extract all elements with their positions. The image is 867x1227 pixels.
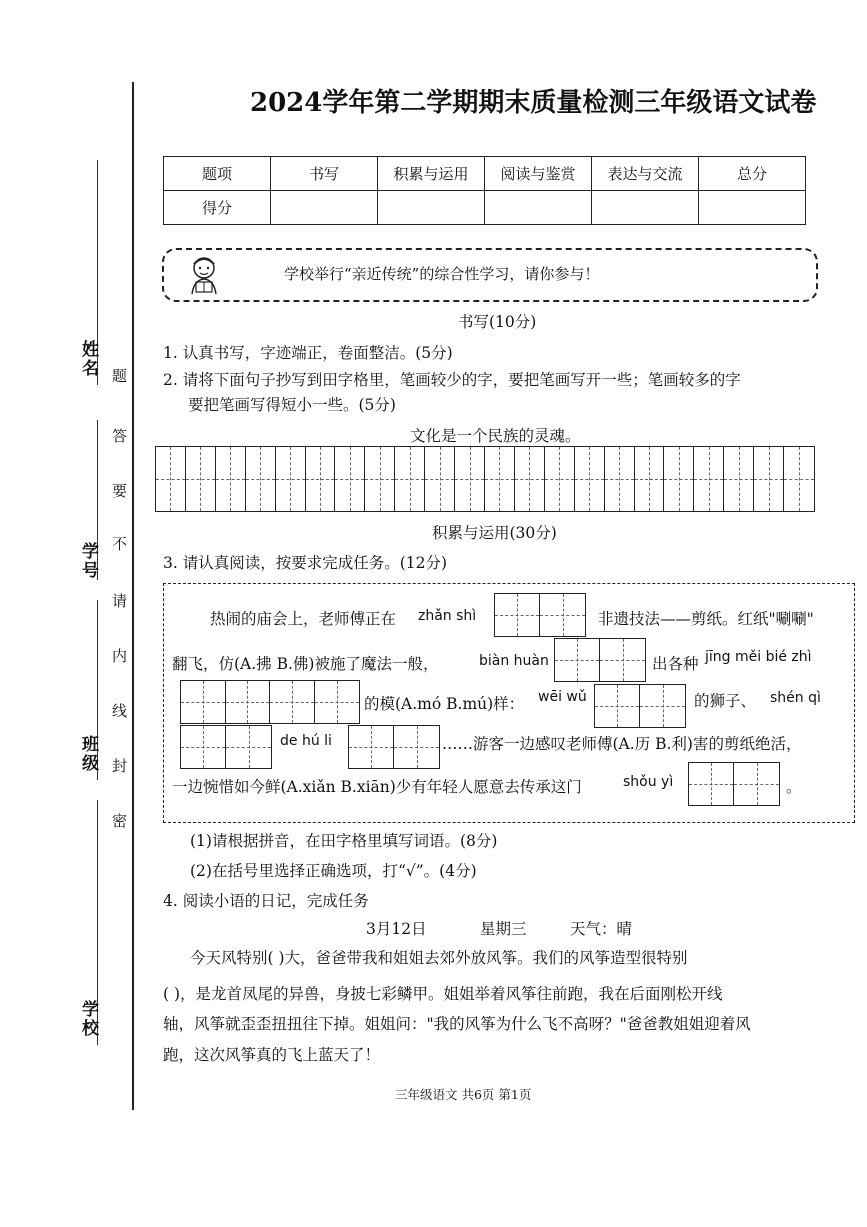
grid-cell[interactable]: [605, 447, 635, 511]
grid-cell[interactable]: [600, 639, 645, 681]
pinyin: biàn huàn: [479, 653, 549, 669]
pinyin: shǒu yì: [623, 774, 674, 790]
table-row: [164, 191, 806, 225]
grid-cell[interactable]: [276, 447, 306, 511]
page-footer: 三年级语文 共6页 第1页: [395, 1087, 532, 1102]
grid-cell[interactable]: [485, 447, 515, 511]
page-title: 2024学年第二学期期末质量检测三年级语文试卷: [250, 88, 817, 118]
table-row: [164, 157, 806, 191]
grid-cell[interactable]: [395, 447, 425, 511]
pinyin: wēi wǔ: [538, 689, 587, 705]
section-heading: 积累与运用(30分): [432, 524, 557, 542]
answer-grid[interactable]: [180, 680, 360, 724]
sub-question-2: (2)在括号里选择正确选项，打“√”。(4分): [190, 862, 477, 880]
banner-text: 学校举行“亲近传统”的综合性学习，请你参与！: [284, 265, 600, 283]
grid-cell[interactable]: [495, 594, 540, 636]
grid-cell[interactable]: [306, 447, 336, 511]
question-2-line1: 2. 请将下面句子抄写到田字格里，笔画较少的字，要把笔画写开一些；笔画较多的字: [163, 371, 741, 389]
passage-text: 。: [786, 778, 802, 796]
question-4: 4. 阅读小语的日记，完成任务: [163, 892, 369, 910]
seal-char: 请: [112, 592, 128, 610]
grid-cell[interactable]: [640, 685, 685, 727]
grid-cell[interactable]: [270, 681, 315, 723]
writing-grid[interactable]: [155, 446, 815, 512]
diary-weather: 天气：晴: [570, 920, 633, 938]
grid-cell[interactable]: [455, 447, 485, 511]
pinyin: zhǎn shì: [418, 608, 477, 624]
table-header: 阅读与鉴赏: [485, 157, 592, 191]
score-table: [163, 156, 806, 225]
seal-char: 内: [112, 647, 128, 665]
number-label: 学号: [78, 542, 98, 580]
pinyin: jīng měi bié zhì: [705, 649, 812, 665]
grid-cell[interactable]: [335, 447, 365, 511]
binding-line: [132, 82, 134, 1110]
section-heading: 书写(10分): [458, 313, 537, 331]
diary-text: 跑，这次风筝真的飞上蓝天了！: [163, 1046, 381, 1064]
passage-text: 的模(A.mó B.mú)样：: [364, 695, 525, 713]
grid-cell[interactable]: [545, 447, 575, 511]
question-2-line2: 要把笔画写得短小一些。(5分): [188, 396, 396, 414]
score-cell[interactable]: [699, 191, 806, 225]
grid-cell[interactable]: [226, 726, 271, 768]
pinyin: shén qì: [770, 690, 821, 706]
grid-cell[interactable]: [216, 447, 246, 511]
grid-cell[interactable]: [635, 447, 665, 511]
table-header: 积累与运用: [378, 157, 485, 191]
pinyin: de hú li: [280, 733, 332, 749]
seal-char: 封: [112, 757, 128, 775]
passage-text: 出各种: [652, 655, 699, 673]
question-3: 3. 请认真阅读，按要求完成任务。(12分): [163, 554, 448, 572]
grid-cell[interactable]: [425, 447, 455, 511]
score-cell[interactable]: [378, 191, 485, 225]
grid-cell[interactable]: [724, 447, 754, 511]
grid-cell[interactable]: [226, 681, 271, 723]
table-header: 题项: [164, 157, 271, 191]
diary-date: 3月12日: [366, 920, 427, 938]
seal-char: 答: [112, 427, 128, 445]
grid-cell[interactable]: [365, 447, 395, 511]
grid-cell[interactable]: [784, 447, 814, 511]
diary-text: ( )，是龙首凤尾的异兽，身披七彩鳞甲。姐姐举着风筝往前跑，我在后面刚松开线: [163, 985, 723, 1003]
grid-cell[interactable]: [246, 447, 276, 511]
copy-sentence: 文化是一个民族的灵魂。: [410, 427, 581, 445]
grid-cell[interactable]: [575, 447, 605, 511]
table-header: 表达与交流: [592, 157, 699, 191]
grid-cell[interactable]: [664, 447, 694, 511]
answer-grid[interactable]: [688, 762, 780, 806]
passage-text: 的狮子、: [694, 692, 757, 710]
grid-cell[interactable]: [349, 726, 394, 768]
grid-cell[interactable]: [156, 447, 186, 511]
grid-cell[interactable]: [515, 447, 545, 511]
passage-text: ……游客一边感叹老师傅(A.历 B.利)害的剪纸绝活，: [442, 735, 802, 753]
diary-weekday: 星期三: [480, 920, 527, 938]
grid-cell[interactable]: [315, 681, 359, 723]
grid-cell[interactable]: [734, 763, 779, 805]
passage-text: 非遗技法——剪纸。红纸"唰唰": [598, 610, 814, 628]
activity-banner: [162, 248, 818, 302]
grid-cell[interactable]: [694, 447, 724, 511]
grid-cell[interactable]: [540, 594, 585, 636]
passage-text: 一边惋惜如今鲜(A.xiǎn B.xiān)少有年轻人愿意去传承这门: [172, 778, 582, 796]
seal-char: 题: [112, 367, 128, 385]
passage-text: 翻飞，仿(A.拂 B.佛)被施了魔法一般，: [172, 655, 439, 673]
seal-char: 不: [112, 535, 128, 553]
answer-grid[interactable]: [348, 725, 440, 769]
grid-cell[interactable]: [555, 639, 600, 681]
class-label: 班级: [78, 735, 98, 773]
reading-child-icon: [182, 254, 230, 296]
grid-cell[interactable]: [181, 681, 226, 723]
answer-grid[interactable]: [494, 593, 586, 637]
seal-char: 要: [112, 482, 128, 500]
grid-cell[interactable]: [181, 726, 226, 768]
answer-grid[interactable]: [554, 638, 646, 682]
passage-text: 热闹的庙会上，老师傅正在: [210, 610, 397, 628]
grid-cell[interactable]: [394, 726, 439, 768]
grid-cell[interactable]: [595, 685, 640, 727]
school-label: 学校: [78, 1000, 98, 1038]
seal-char: 密: [112, 812, 128, 830]
table-header: 书写: [271, 157, 378, 191]
answer-grid[interactable]: [594, 684, 686, 728]
diary-text: 今天风特别( )大，爸爸带我和姐姐去郊外放风筝。我们的风筝造型很特别: [190, 949, 688, 967]
name-label: 姓名: [78, 340, 98, 378]
question-1: 1. 认真书写，字迹端正，卷面整洁。(5分): [163, 344, 453, 362]
table-header: 总分: [699, 157, 806, 191]
score-cell[interactable]: [592, 191, 699, 225]
seal-char: 线: [112, 702, 128, 720]
sub-question-1: (1)请根据拼音，在田字格里填写词语。(8分): [190, 832, 498, 850]
score-cell[interactable]: [271, 191, 378, 225]
answer-grid[interactable]: [180, 725, 272, 769]
grid-cell[interactable]: [689, 763, 734, 805]
grid-cell[interactable]: [186, 447, 216, 511]
grid-cell[interactable]: [754, 447, 784, 511]
diary-text: 轴，风筝就歪歪扭扭往下掉。姐姐问："我的风筝为什么飞不高呀？"爸爸教姐姐迎着风: [163, 1015, 751, 1033]
table-row-label: 得分: [164, 191, 271, 225]
score-cell[interactable]: [485, 191, 592, 225]
